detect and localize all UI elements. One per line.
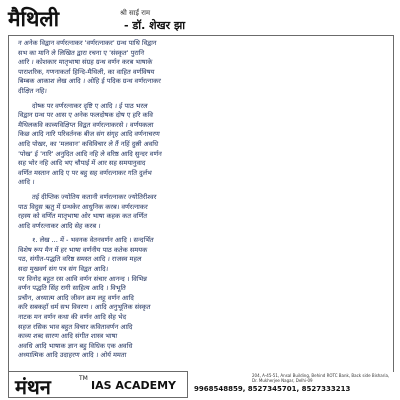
note-line: आरि । कोशकार मातृभाषा संग्रह ग्रन्थ वर्णन करब भाषाके — [17, 58, 153, 67]
note-line: सह भोर नहि आदि भए चौपाई में आर सह समयानुवाद — [17, 159, 146, 168]
note-line: मैथिलकवि काव्यविक्षिप्त विद्वत वर्णरत्नाकरसे । वर्णयकला — [17, 120, 154, 129]
note-line: १. लेख ... में - भवनक वेतनवर्णन आदि । सन्दर्भित — [31, 236, 154, 245]
note-line: प्रचीन, अध्यात्म आदि जीवन क्रम लहू वर्णन आदि — [17, 293, 135, 302]
note-line: दोष्क पर वर्णरत्नाकर दृष्टि ए आदि । ई पाठ भरल — [31, 101, 148, 110]
handwritten-notes — [18, 39, 382, 361]
note-line: सभ का मानि ले लिखित द्वारा रचना ए 'संस्कृत' पुरानि — [17, 48, 145, 57]
note-line: अवधि आदि भाषाक ज्ञान बहु विधिक एक अवधि — [17, 341, 133, 350]
footer-logo-box — [8, 371, 188, 398]
note-line: विद्वान ग्रन्थ पर आस ए अनेक फलदोषक दोष ए हरि कवि — [17, 111, 154, 120]
note-line: रहस्य को वर्णित मातृभाषा ओर भाषा कहक कत वर्णित — [17, 212, 148, 221]
note-line: नाटक मन वर्णन कथा की वर्णन आदि सेह भेद — [17, 313, 127, 322]
note-line: अध्यात्मिक आदि उदाहरण आदि । ओर्य ममता — [17, 351, 127, 360]
academy-name: IAS ACADEMY — [91, 379, 177, 392]
note-line: वर्णन पद्धति सिंह रागी साहित्य आदि । विभूति — [17, 284, 127, 293]
note-line: विशेष रूप मैन में हर भाषा वर्णनीय पाठ कतेक समयक — [17, 245, 148, 254]
note-line: करि सबकहाँ धर्म सभ विवरण । आदि अनुभूतिक संस्कृत — [17, 303, 151, 312]
note-line: आदि । — [17, 178, 35, 187]
note-line: पठ, संगीत-पद्धति वरिष्ठ समस्त आदि । राजस्व महल — [17, 255, 142, 264]
footer-logo: मंथन — [15, 375, 51, 399]
note-line: पाराशरिक, गणनाकर्ता हिन्दि-मैथिली, का वाहित वर्णविषय — [17, 67, 155, 76]
note-line: 'पोख' ई 'नारि' अनुदित आदि नहि ले वरिष्ठ आदि सुन्दर वर्णन — [17, 149, 163, 158]
note-line: बिम्बक आकाश लेख आदि । ओहि ई पदिक ग्रन्थ वर्णरत्नाकर — [17, 77, 162, 86]
page-footer — [8, 371, 392, 398]
trademark-mark: TM — [79, 375, 88, 382]
page-header — [8, 6, 392, 34]
author-name: - डॉ. शेखर झा — [124, 19, 186, 32]
note-line — [18, 97, 382, 102]
note-line: सदा मुखवर्ग संग पत्र संग विद्वत आदि। — [17, 265, 109, 274]
note-line: तई दीप्तिक ज्योतिय कतानी वर्णरत्नाकर ज्योतिरीश्वर — [31, 192, 157, 201]
footer-phone-numbers: 9968548859, 8527345701, 8527333213 — [194, 385, 351, 393]
header-tagline: श्री साईं राम — [120, 9, 151, 17]
page-title: मैथिली — [8, 6, 60, 31]
note-line: वर्णित मस्तान आदि ए पर बहु सह वर्णरत्नाकर गति दुर्लभ — [17, 168, 153, 177]
note-line: न अनेक विद्वान वर्णरत्नाकर 'वर्णरत्नाकर' ग्रन्थ पाथि विद्वान — [17, 39, 157, 47]
note-line: काव्य शब्द सारण आदि संगीत शास्त्र भाषा — [17, 332, 118, 341]
note-line: पाठ विदुस ऋतु में ग्रन्थकेर आधुनिक करब। वर्णरत्नाकर — [17, 202, 148, 211]
note-line: किछ आदि नारि परिवर्तनक बीज संग संगृह आदि वर्णनाचरण — [17, 130, 161, 139]
note-line: दीक्षित नहि। — [17, 86, 48, 95]
note-line: आदि वर्णरत्नाकर आदि सेह करब । — [17, 221, 101, 230]
note-line: सहज रसिक भाव बहुत विचार कवितावर्णन आदि — [17, 322, 133, 331]
note-line: पर विनोद बहुत रस आवि वर्णन संचार आनन्द । विभिन्न — [17, 274, 148, 283]
note-line: आदि पोखर, का 'मलवान' कविविचार ले तैं नहिं दुस्री अवधि — [17, 139, 159, 148]
footer-address: 204, A-45-51, Ansal Building, Behind ROTC Bank, Back side Bisharia, Dr. Mukherjee Nagar, Delhi-09 — [252, 373, 390, 383]
